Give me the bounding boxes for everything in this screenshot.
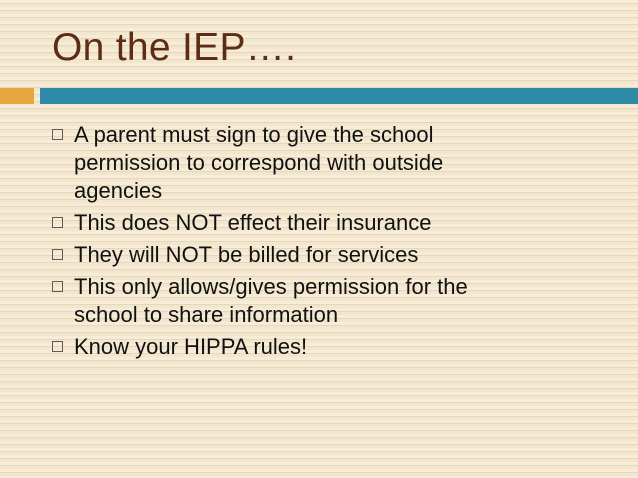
square-bullet-icon bbox=[52, 281, 63, 292]
bullet-line: permission to correspond with outside bbox=[74, 150, 444, 175]
bullet-line: This only allows/gives permission for the bbox=[74, 274, 468, 299]
bullet-line: A parent must sign to give the school bbox=[74, 122, 434, 147]
accent-bar bbox=[40, 88, 638, 104]
bullet-line: They will NOT be billed for services bbox=[74, 242, 419, 267]
bullet-line: school to share information bbox=[74, 302, 339, 327]
bullet-line: Know your HIPPA rules! bbox=[74, 334, 308, 359]
list-item bbox=[52, 241, 612, 269]
square-bullet-icon bbox=[52, 217, 63, 228]
bullet-line: agencies bbox=[74, 178, 163, 203]
list-item bbox=[52, 209, 612, 237]
accent-block bbox=[0, 88, 34, 104]
slide-title: On the IEP…. bbox=[52, 26, 297, 69]
bullet-line: This does NOT effect their insurance bbox=[74, 210, 432, 235]
square-bullet-icon bbox=[52, 129, 63, 140]
list-item bbox=[52, 121, 612, 205]
list-item bbox=[52, 273, 612, 329]
square-bullet-icon bbox=[52, 249, 63, 260]
list-item bbox=[52, 333, 612, 361]
bullet-list bbox=[52, 121, 612, 365]
square-bullet-icon bbox=[52, 341, 63, 352]
